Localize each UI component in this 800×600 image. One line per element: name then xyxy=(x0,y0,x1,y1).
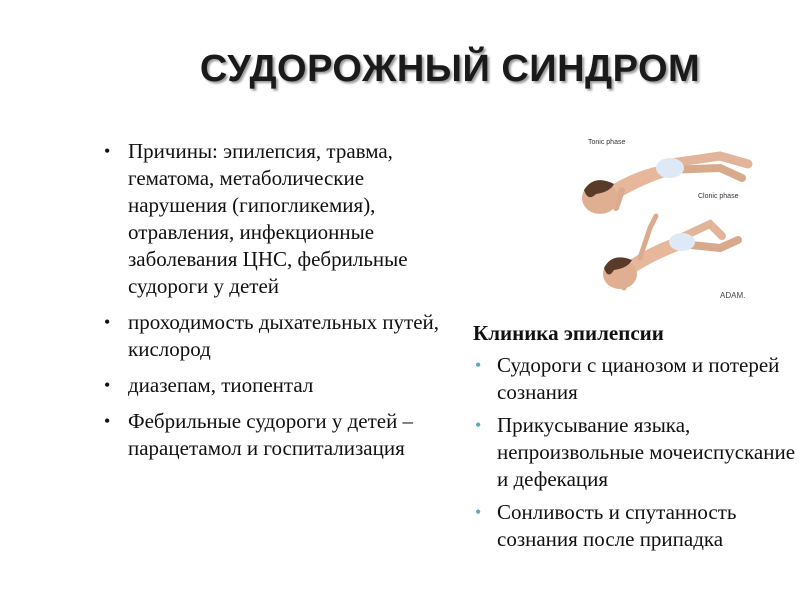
list-item xyxy=(104,309,449,363)
child-clonic-figure xyxy=(603,216,738,289)
child-tonic-figure xyxy=(582,156,748,214)
list-item xyxy=(473,352,798,406)
slide-title: СУДОРОЖНЫЙ СИНДРОМ xyxy=(199,48,701,90)
list-item-text: Прикусывание языка, непроизвольные мочеиспускание и дефекация xyxy=(497,413,796,491)
list-item-text: Причины: эпилепсия, травма, гематома, метаболические нарушения (гипогликемия), отравления, инфекционные заболевания ЦНС, фебрильные судороги у детей xyxy=(128,139,408,298)
tonic-phase-label: Tonic phase xyxy=(588,139,626,146)
list-item-text: Сонливость и спутанность сознания после припадка xyxy=(497,500,737,551)
list-item xyxy=(104,372,449,399)
clonic-phase-label: Clonic phase xyxy=(698,193,739,200)
list-item-text: проходимость дыхательных путей, кислород xyxy=(128,310,440,361)
bullet-icon: • xyxy=(475,355,482,375)
list-item-text: Судороги с цианозом и потерей сознания xyxy=(497,353,780,404)
causes-treatment-list xyxy=(104,138,449,471)
list-item xyxy=(104,138,449,300)
list-item-text: Фебрильные судороги у детей – парацетамол и госпитализация xyxy=(128,409,414,460)
seizure-phases-illustration xyxy=(570,128,765,308)
bullet-icon: • xyxy=(104,141,111,161)
list-item xyxy=(473,412,798,493)
bullet-icon: • xyxy=(475,415,482,435)
bullet-icon: • xyxy=(104,411,111,431)
list-item xyxy=(104,408,449,462)
brand-label: ADAM. xyxy=(720,291,746,300)
list-item-text: диазепам, тиопентал xyxy=(128,373,314,397)
bullet-icon: • xyxy=(104,312,111,332)
clinic-symptoms-list xyxy=(473,352,798,559)
bullet-icon: • xyxy=(104,375,111,395)
list-item xyxy=(473,499,798,553)
clinic-heading: Клиника эпилепсии xyxy=(473,321,664,345)
bullet-icon: • xyxy=(475,502,482,522)
